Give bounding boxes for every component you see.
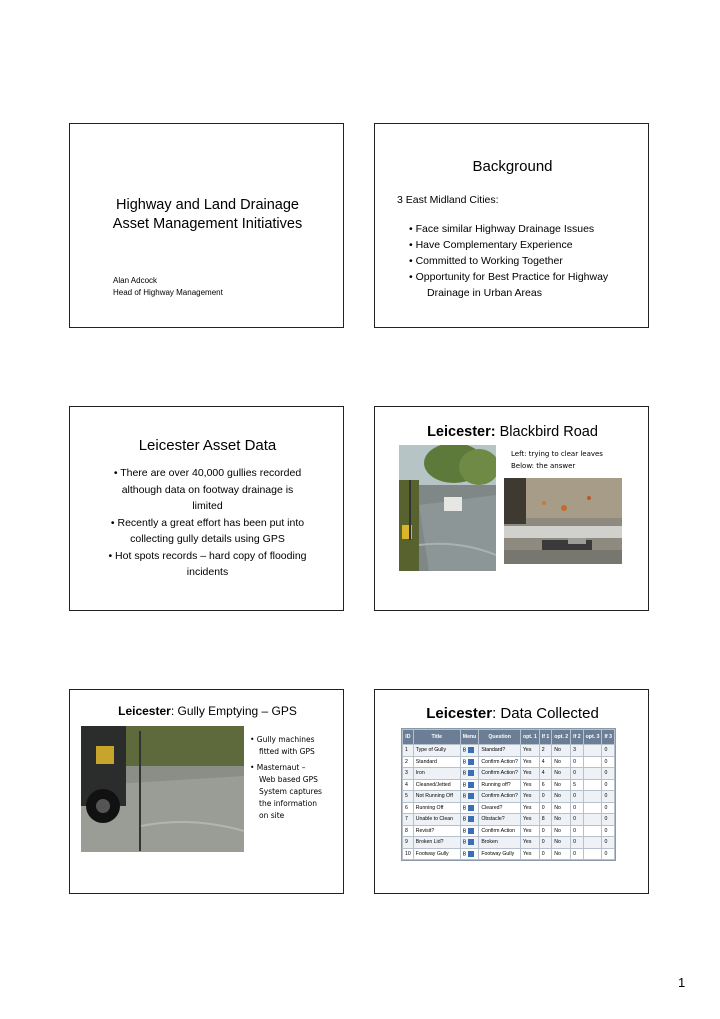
bullet-continuation: incidents <box>186 566 229 578</box>
table-cell: Confirm Action <box>479 825 521 837</box>
bullet-item: • Hot spots records – hard copy of flooding <box>108 549 307 562</box>
table-cell: 0 <box>602 756 615 768</box>
table-cell: Iron <box>413 768 460 780</box>
table-cell: 9 <box>403 837 414 849</box>
table-cell: Yes <box>520 837 539 849</box>
bullet-continuation: on site <box>259 811 285 820</box>
menu-select[interactable]: B <box>460 814 479 826</box>
chevron-down-icon <box>468 770 474 776</box>
table-cell: 0 <box>602 745 615 757</box>
slide-heading: Leicester Asset Data <box>138 437 277 454</box>
table-cell: Cleared? <box>479 802 521 814</box>
table-cell: 2 <box>539 745 552 757</box>
table-cell: Confirm Action? <box>479 756 521 768</box>
table-cell: 0 <box>602 779 615 791</box>
heading-rest: : Data Collected <box>492 705 599 722</box>
table-cell: 0 <box>539 825 552 837</box>
table-cell: Not Running Off <box>413 791 460 803</box>
table-cell: 10 <box>403 848 414 860</box>
heading-rest: : Gully Emptying – GPS <box>170 704 297 718</box>
menu-select[interactable]: B <box>460 802 479 814</box>
bullet-item: • Have Complementary Experience <box>409 239 573 251</box>
slide-title <box>69 123 344 328</box>
table-cell: Yes <box>520 768 539 780</box>
table-cell: 0 <box>602 814 615 826</box>
table-cell <box>583 756 602 768</box>
slide-heading <box>375 424 650 440</box>
table-cell: Yes <box>520 848 539 860</box>
menu-select[interactable]: B <box>460 768 479 780</box>
table-cell: 0 <box>539 848 552 860</box>
data-collected-table <box>402 729 615 860</box>
table-cell: 0 <box>602 837 615 849</box>
table-cell: No <box>552 814 571 826</box>
photo-caption: Below: the answer <box>511 462 576 470</box>
column-header: ID <box>403 730 414 745</box>
chevron-down-icon <box>468 747 474 753</box>
column-header: If 1 <box>539 730 552 745</box>
table-cell: Standard <box>413 756 460 768</box>
table-header-row <box>403 730 615 745</box>
gully-machine-photo <box>81 726 244 852</box>
table-row <box>403 814 615 826</box>
table-cell <box>583 814 602 826</box>
menu-select[interactable]: B <box>460 837 479 849</box>
table-cell: Yes <box>520 825 539 837</box>
table-cell: Confirm Action? <box>479 791 521 803</box>
table-cell: 6 <box>403 802 414 814</box>
table-cell: Yes <box>520 779 539 791</box>
bullet-continuation: System captures <box>259 787 322 796</box>
intro-text: 3 East Midland Cities: <box>397 194 499 206</box>
table-cell: 3 <box>571 745 584 757</box>
menu-select[interactable]: B <box>460 825 479 837</box>
table-cell: No <box>552 768 571 780</box>
slide-heading <box>70 704 345 718</box>
table-cell: 4 <box>403 779 414 791</box>
bullet-item: • Masternaut – <box>250 763 306 772</box>
table-cell: 5 <box>571 779 584 791</box>
table-cell: Footway Gully <box>413 848 460 860</box>
bullet-continuation: limited <box>192 500 223 512</box>
slide-asset-data <box>69 406 344 611</box>
table-cell: 0 <box>571 756 584 768</box>
table-cell: Standard? <box>479 745 521 757</box>
bullet-item: • Gully machines <box>250 735 315 744</box>
table-cell: Type of Gully <box>413 745 460 757</box>
chevron-down-icon <box>468 851 474 857</box>
author-name: Alan Adcock <box>113 276 158 285</box>
table-cell: 0 <box>539 802 552 814</box>
table-cell: Yes <box>520 802 539 814</box>
table-row <box>403 756 615 768</box>
table-cell: Cleaned/Jetted <box>413 779 460 791</box>
table-cell: No <box>552 745 571 757</box>
table-cell: Running Off <box>413 802 460 814</box>
table-cell <box>583 837 602 849</box>
menu-select[interactable]: B <box>460 745 479 757</box>
table-cell: 0 <box>602 802 615 814</box>
slide-heading: Background <box>472 158 553 175</box>
column-header: If 2 <box>571 730 584 745</box>
heading-bold: Leicester <box>426 705 493 722</box>
table-cell: 0 <box>602 848 615 860</box>
table-cell: 7 <box>403 814 414 826</box>
table-cell: Confirm Action? <box>479 768 521 780</box>
table-cell: 3 <box>403 768 414 780</box>
table-cell: 0 <box>571 802 584 814</box>
table-cell: Revisit? <box>413 825 460 837</box>
bullet-continuation: fitted with GPS <box>259 747 315 756</box>
table-cell <box>583 825 602 837</box>
menu-select[interactable]: B <box>460 791 479 803</box>
slide-gully-emptying <box>69 689 344 894</box>
menu-select[interactable]: B <box>460 848 479 860</box>
chevron-down-icon <box>468 759 474 765</box>
table-row <box>403 779 615 791</box>
heading-bold: Leicester <box>118 704 171 718</box>
bullet-continuation: Web based GPS <box>259 775 318 784</box>
table-cell: Footway Gully <box>479 848 521 860</box>
chevron-down-icon <box>468 782 474 788</box>
bullet-item: • There are over 40,000 gullies recorded <box>113 467 302 479</box>
table-cell: 0 <box>571 814 584 826</box>
table-cell: No <box>552 779 571 791</box>
table-cell: No <box>552 756 571 768</box>
slide-data-collected <box>374 689 649 894</box>
slide-blackbird-road <box>374 406 649 611</box>
presentation-title-line1: Highway and Land Drainage <box>116 197 299 213</box>
table-cell: Broken Lid? <box>413 837 460 849</box>
table-cell: Yes <box>520 791 539 803</box>
chevron-down-icon <box>468 839 474 845</box>
table-cell <box>583 802 602 814</box>
column-header: Question <box>479 730 521 745</box>
gully-grate-photo <box>504 478 622 564</box>
table-cell: 5 <box>403 791 414 803</box>
column-header: opt. 2 <box>552 730 571 745</box>
table-cell: 8 <box>539 814 552 826</box>
table-cell: 0 <box>571 848 584 860</box>
table-cell: 0 <box>571 768 584 780</box>
table-row <box>403 802 615 814</box>
author-role: Head of Highway Management <box>113 288 223 297</box>
chevron-down-icon <box>468 793 474 799</box>
table-cell <box>583 791 602 803</box>
data-table-frame <box>401 728 616 861</box>
table-cell <box>583 779 602 791</box>
table-cell: Yes <box>520 756 539 768</box>
presentation-title-line2: Asset Management Initiatives <box>112 216 303 232</box>
column-header: opt. 1 <box>520 730 539 745</box>
table-cell: 2 <box>403 756 414 768</box>
table-cell: 4 <box>539 756 552 768</box>
column-header: If 3 <box>602 730 615 745</box>
table-cell: 0 <box>602 768 615 780</box>
bullet-item: • Recently a great effort has been put into <box>110 516 305 529</box>
table-cell: 0 <box>571 791 584 803</box>
bullet-list <box>409 221 608 301</box>
column-header: Menu <box>460 730 479 745</box>
table-cell: Obstacle? <box>479 814 521 826</box>
bullet-continuation: collecting gully details using GPS <box>130 533 285 545</box>
table-cell: 1 <box>403 745 414 757</box>
slide-heading <box>375 705 650 722</box>
bullet-item: • Opportunity for Best Practice for Highway <box>409 271 609 283</box>
table-row <box>403 848 615 860</box>
menu-select[interactable]: B <box>460 756 479 768</box>
table-row <box>403 825 615 837</box>
column-header: Title <box>413 730 460 745</box>
table-cell: 0 <box>571 837 584 849</box>
table-row <box>403 768 615 780</box>
table-row <box>403 745 615 757</box>
flooded-road-photo <box>399 445 496 571</box>
slide-background <box>374 123 649 328</box>
table-cell: 8 <box>403 825 414 837</box>
table-cell: 0 <box>539 837 552 849</box>
table-cell: Running off? <box>479 779 521 791</box>
table-cell <box>583 745 602 757</box>
table-cell: 4 <box>539 768 552 780</box>
heading-bold: Leicester: <box>427 424 496 440</box>
heading-rest: Blackbird Road <box>495 424 598 440</box>
table-cell: No <box>552 825 571 837</box>
table-cell: 0 <box>571 825 584 837</box>
table-cell: No <box>552 837 571 849</box>
bullet-continuation: the information <box>259 799 317 808</box>
chevron-down-icon <box>468 805 474 811</box>
chevron-down-icon <box>468 816 474 822</box>
table-cell: No <box>552 791 571 803</box>
table-cell <box>583 848 602 860</box>
table-cell: 0 <box>602 791 615 803</box>
bullet-continuation: Drainage in Urban Areas <box>427 287 542 299</box>
menu-select[interactable]: B <box>460 779 479 791</box>
table-cell <box>583 768 602 780</box>
bullet-item: • Committed to Working Together <box>409 255 563 267</box>
table-cell: 0 <box>602 825 615 837</box>
column-header: opt. 3 <box>583 730 602 745</box>
photo-caption: Left: trying to clear leaves <box>511 450 603 458</box>
table-cell: Yes <box>520 745 539 757</box>
bullet-item: • Face similar Highway Drainage Issues <box>409 223 595 235</box>
table-cell: Broken <box>479 837 521 849</box>
table-row <box>403 837 615 849</box>
table-cell: 6 <box>539 779 552 791</box>
table-cell: No <box>552 848 571 860</box>
bullet-continuation: although data on footway drainage is <box>121 483 294 496</box>
table-cell: 0 <box>539 791 552 803</box>
chevron-down-icon <box>468 828 474 834</box>
table-row <box>403 791 615 803</box>
table-cell: Unable to Clean <box>413 814 460 826</box>
table-cell: No <box>552 802 571 814</box>
table-cell: Yes <box>520 814 539 826</box>
page-number: 1 <box>678 975 686 990</box>
